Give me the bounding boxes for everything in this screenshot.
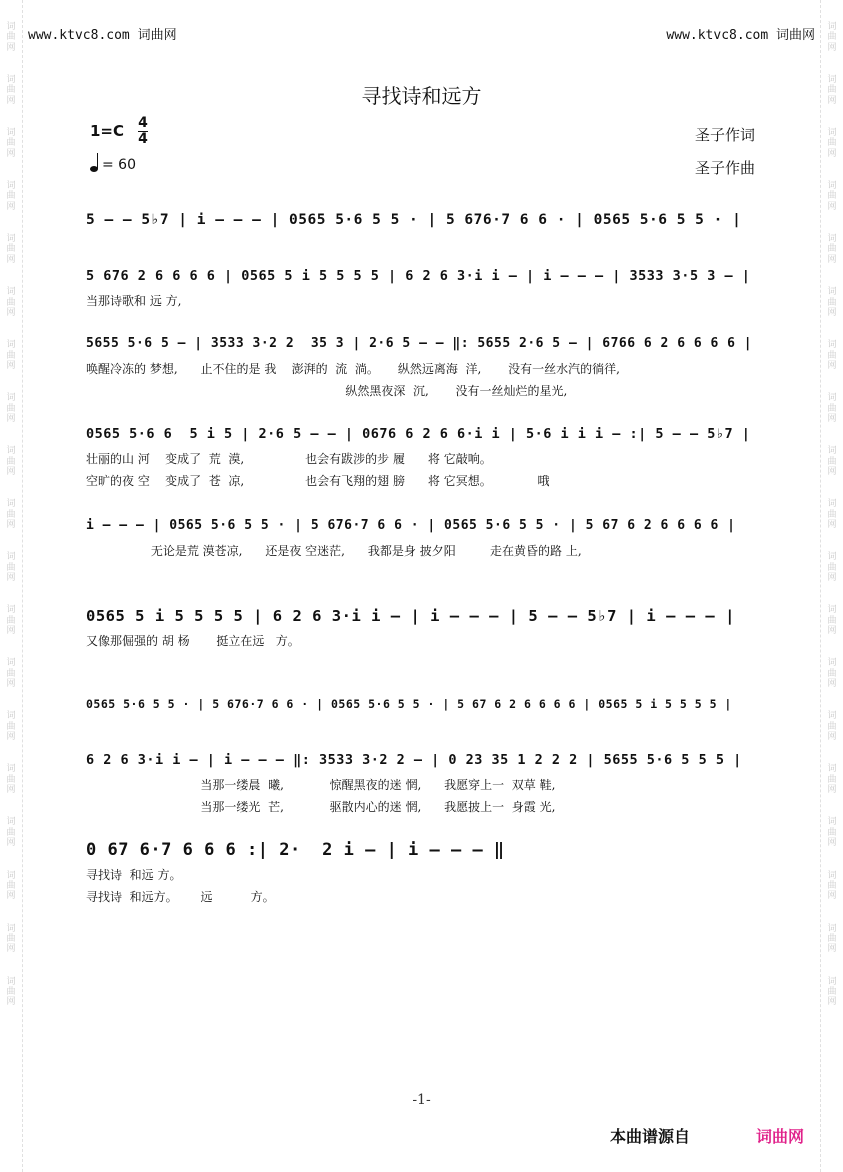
watermark-char: 词: [827, 234, 837, 245]
watermark-char: 曲: [6, 244, 16, 255]
watermark-char: 曲: [827, 403, 837, 414]
watermark-char: 网: [827, 838, 837, 849]
watermark-char: 曲: [827, 191, 837, 202]
lyricist-credit: 圣子作词: [694, 126, 755, 144]
lyric-line: 寻找诗 和远方。 远 方。: [86, 890, 275, 904]
watermark-char: 曲: [827, 827, 837, 838]
watermark-char: 网: [827, 413, 837, 424]
watermark-char: 词: [827, 817, 837, 828]
watermark-char: 网: [6, 148, 16, 159]
key-signature: 1=C: [90, 122, 125, 140]
notation-line: 0565 5·6 5 5 · | 5 676·7 6 6 · | 0565 5·6 5 5 · | 5 67 6 2 6 6 6 6 | 0565 5 i 5 5 5 5 |: [86, 697, 732, 711]
watermark-char: 词: [827, 711, 837, 722]
tempo-marking: [90, 157, 136, 173]
watermark-char: 曲: [6, 774, 16, 785]
score-system: [86, 512, 754, 562]
watermark-char: 词: [6, 764, 16, 775]
watermark-group: [827, 128, 836, 159]
lyric-line: 无论是荒 漠苍凉, 还是夜 空迷茫, 我都是身 披夕阳 走在黄昏的路 上,: [86, 544, 582, 558]
source-label: 本曲谱源自: [610, 1127, 691, 1146]
watermark-char: 曲: [6, 668, 16, 679]
watermark-char: 词: [6, 976, 16, 987]
watermark-char: 词: [6, 75, 16, 86]
watermark-char: 词: [827, 552, 837, 563]
watermark-group: [6, 711, 15, 742]
watermark-char: 曲: [6, 827, 16, 838]
watermark-group: [827, 181, 836, 212]
watermark-char: 词: [827, 75, 837, 86]
watermark-char: 曲: [827, 933, 837, 944]
watermark-char: 网: [6, 997, 16, 1008]
watermark-char: 网: [827, 95, 837, 106]
watermark-char: 词: [827, 181, 837, 192]
watermark-char: 曲: [827, 986, 837, 997]
watermark-char: 曲: [827, 721, 837, 732]
watermark-char: 网: [827, 732, 837, 743]
watermark-char: 曲: [827, 350, 837, 361]
song-title: 寻找诗和远方: [361, 84, 482, 108]
watermark-group: [6, 181, 15, 212]
watermark-group: [827, 871, 836, 902]
watermark-char: 曲: [827, 562, 837, 573]
watermark-char: 词: [6, 711, 16, 722]
watermark-group: [6, 446, 15, 477]
header-url-left[interactable]: www.ktvc8.com 词曲网: [28, 28, 177, 43]
watermark-char: 曲: [6, 933, 16, 944]
header-url-right[interactable]: www.ktvc8.com 词曲网: [666, 28, 815, 43]
watermark-char: 网: [827, 891, 837, 902]
watermark-char: 网: [827, 466, 837, 477]
score-system: [86, 330, 754, 402]
watermark-group: [6, 393, 15, 424]
watermark-char: 词: [827, 446, 837, 457]
watermark-char: 曲: [6, 880, 16, 891]
watermark-char: 曲: [6, 297, 16, 308]
watermark-char: 曲: [827, 615, 837, 626]
watermark-char: 网: [6, 307, 16, 318]
watermark-char: 曲: [827, 138, 837, 149]
watermark-char: 曲: [827, 456, 837, 467]
watermark-char: 词: [827, 287, 837, 298]
watermark-group: [827, 605, 836, 636]
watermark-char: 曲: [827, 85, 837, 96]
watermark-group: [6, 871, 15, 902]
score-system: [86, 746, 754, 818]
watermark-char: 词: [6, 22, 16, 32]
watermark-char: 网: [6, 201, 16, 212]
composer-credit: 圣子作曲: [694, 159, 755, 177]
watermark-char: 曲: [827, 32, 837, 43]
watermark-char: 网: [6, 626, 16, 637]
watermark-char: 词: [827, 658, 837, 669]
watermark-group: [827, 552, 836, 583]
tempo-value: = 60: [102, 157, 136, 173]
watermark-char: 网: [827, 997, 837, 1008]
watermark-char: 网: [827, 307, 837, 318]
watermark-char: 词: [827, 976, 837, 987]
watermark-char: 网: [827, 679, 837, 690]
watermark-char: 曲: [6, 456, 16, 467]
watermark-group: [6, 340, 15, 371]
watermark-char: 曲: [827, 774, 837, 785]
watermark-char: 网: [827, 148, 837, 159]
watermark-char: 曲: [6, 138, 16, 149]
watermark-char: 曲: [827, 244, 837, 255]
watermark-char: 词: [6, 658, 16, 669]
watermark-char: 网: [6, 944, 16, 955]
watermark-char: 网: [6, 360, 16, 371]
watermark-char: 网: [6, 732, 16, 743]
watermark-char: 网: [827, 254, 837, 265]
watermark-group: [827, 446, 836, 477]
score-system: [86, 206, 754, 234]
notation-line: i — — — | 0565 5·6 5 5 · | 5 676·7 6 6 · | 0565 5·6 5 5 · | 5 67 6 2 6 6 6 6 |: [86, 518, 736, 533]
watermark-group: [827, 499, 836, 530]
watermark-group: [6, 605, 15, 636]
watermark-char: 词: [827, 22, 837, 32]
watermark-char: 曲: [6, 986, 16, 997]
watermark-char: 网: [827, 626, 837, 637]
notation-line: 0 67 6·7 6 6 6 :| 2· 2 i — | i — — — ‖: [86, 840, 505, 860]
watermark-char: 曲: [6, 562, 16, 573]
watermark-group: [827, 977, 836, 1008]
notation-line: 0565 5·6 6 5 i 5 | 2·6 5 — — | 0676 6 2 6 6·i i | 5·6 i i i — :| 5 — — 5♭7 |: [86, 426, 751, 442]
time-signature-top: 4: [138, 115, 148, 131]
notation-line: 5 — — 5♭7 | i — — — | 0565 5·6 5 5 · | 5 676·7 6 6 · | 0565 5·6 5 5 · |: [86, 212, 742, 228]
watermark-char: 曲: [6, 32, 16, 43]
watermark-char: 网: [827, 201, 837, 212]
quarter-note-icon: [90, 166, 98, 172]
watermark-group: [6, 658, 15, 689]
watermark-char: 网: [827, 360, 837, 371]
right-watermark-strip: [820, 0, 843, 1172]
watermark-char: 词: [6, 128, 16, 139]
watermark-char: 网: [6, 679, 16, 690]
watermark-char: 曲: [6, 509, 16, 520]
lyric-line: 壮丽的山 河 变成了 荒 漠, 也会有跋涉的步 履 将 它敲响。: [86, 452, 492, 466]
watermark-group: [827, 711, 836, 742]
watermark-char: 网: [6, 466, 16, 477]
watermark-char: 词: [6, 340, 16, 351]
watermark-char: 曲: [827, 297, 837, 308]
score-system: [86, 602, 754, 652]
watermark-group: [827, 817, 836, 848]
watermark-char: 词: [827, 870, 837, 881]
page-number: -1-: [412, 1092, 431, 1108]
watermark-group: [6, 764, 15, 795]
watermark-char: 曲: [6, 403, 16, 414]
watermark-char: 词: [827, 605, 837, 616]
score-system: [86, 836, 754, 908]
lyric-line: 寻找诗 和远 方。: [86, 868, 182, 882]
watermark-char: 网: [827, 519, 837, 530]
watermark-char: 词: [6, 605, 16, 616]
lyric-line: 当那诗歌和 远 方,: [86, 294, 182, 308]
watermark-char: 网: [6, 891, 16, 902]
watermark-group: [827, 287, 836, 318]
watermark-char: 词: [6, 552, 16, 563]
watermark-group: [6, 234, 15, 265]
watermark-group: [6, 552, 15, 583]
watermark-char: 词: [6, 499, 16, 510]
watermark-char: 网: [6, 838, 16, 849]
notation-line: 5655 5·6 5 — | 3533 3·2 2 35 3 | 2·6 5 — — ‖: 5655 2·6 5 — | 6766 6 2 6 6 6 6 |: [86, 336, 753, 351]
watermark-char: 网: [6, 254, 16, 265]
watermark-char: 曲: [827, 509, 837, 520]
watermark-char: 网: [827, 944, 837, 955]
lyric-line: 当那一缕晨 曦, 惊醒黑夜的迷 惘, 我愿穿上一 双草 鞋,: [86, 778, 556, 792]
watermark-char: 词: [827, 764, 837, 775]
watermark-char: 词: [6, 181, 16, 192]
watermark-group: [6, 924, 15, 955]
watermark-char: 曲: [6, 191, 16, 202]
score-system: [86, 690, 754, 718]
lyric-line: 唤醒冷冻的 梦想, 止不住的是 我 澎湃的 流 淌。 纵然远离海 洋, 没有一丝水汽的徜徉,: [86, 362, 620, 376]
watermark-group: [6, 817, 15, 848]
lyric-line: 当那一缕光 芒, 驱散内心的迷 惘, 我愿披上一 身霞 光,: [86, 800, 556, 814]
watermark-char: 词: [6, 446, 16, 457]
score-system: [86, 420, 754, 492]
watermark-char: 词: [827, 128, 837, 139]
watermark-char: 曲: [6, 721, 16, 732]
score-system: [86, 262, 754, 312]
watermark-char: 网: [6, 413, 16, 424]
lyric-line: 纵然黑夜深 沉, 没有一丝灿烂的星光,: [86, 384, 568, 398]
watermark-char: 词: [6, 234, 16, 245]
watermark-group: [6, 22, 15, 53]
lyric-line: 空旷的夜 空 变成了 苍 凉, 也会有飞翔的翅 膀 将 它冥想。 哦: [86, 474, 550, 488]
watermark-char: 曲: [827, 880, 837, 891]
watermark-char: 词: [6, 287, 16, 298]
watermark-char: 网: [6, 785, 16, 796]
watermark-group: [6, 499, 15, 530]
notation-line: 5 676 2 6 6 6 6 | 0565 5 i 5 5 5 5 | 6 2 6 3·i i — | i — — — | 3533 3·5 3 — |: [86, 268, 751, 284]
watermark-char: 网: [827, 573, 837, 583]
watermark-char: 网: [827, 42, 837, 53]
watermark-group: [827, 764, 836, 795]
watermark-char: 词: [6, 870, 16, 881]
watermark-group: [827, 658, 836, 689]
watermark-group: [827, 340, 836, 371]
watermark-char: 网: [6, 42, 16, 53]
watermark-char: 词: [827, 340, 837, 351]
watermark-char: 网: [827, 785, 837, 796]
watermark-char: 词: [6, 817, 16, 828]
watermark-char: 网: [6, 573, 16, 583]
watermark-char: 网: [6, 519, 16, 530]
source-brand-link[interactable]: 词曲网: [756, 1127, 805, 1146]
watermark-group: [6, 287, 15, 318]
watermark-group: [827, 924, 836, 955]
watermark-group: [6, 128, 15, 159]
watermark-char: 词: [827, 499, 837, 510]
watermark-group: [6, 977, 15, 1008]
watermark-char: 曲: [827, 668, 837, 679]
watermark-group: [827, 234, 836, 265]
watermark-char: 词: [827, 923, 837, 934]
watermark-char: 词: [6, 923, 16, 934]
watermark-char: 曲: [6, 350, 16, 361]
watermark-group: [827, 22, 836, 53]
watermark-char: 词: [827, 393, 837, 404]
notation-line: 6 2 6 3·i i — | i — — — ‖: 3533 3·2 2 — | 0 23 35 1 2 2 2 | 5655 5·6 5 5 5 |: [86, 752, 742, 768]
watermark-group: [827, 393, 836, 424]
time-signature: [138, 116, 148, 147]
watermark-char: 曲: [6, 85, 16, 96]
watermark-char: 曲: [6, 615, 16, 626]
left-watermark-strip: [0, 0, 23, 1172]
watermark-char: 词: [6, 393, 16, 404]
notation-line: 0565 5 i 5 5 5 5 | 6 2 6 3·i i — | i — — — | 5 — — 5♭7 | i — — — |: [86, 607, 735, 625]
watermark-char: 网: [6, 95, 16, 106]
time-signature-bottom: 4: [138, 131, 148, 147]
lyric-line: 又像那倔强的 胡 杨 挺立在远 方。: [86, 634, 300, 648]
